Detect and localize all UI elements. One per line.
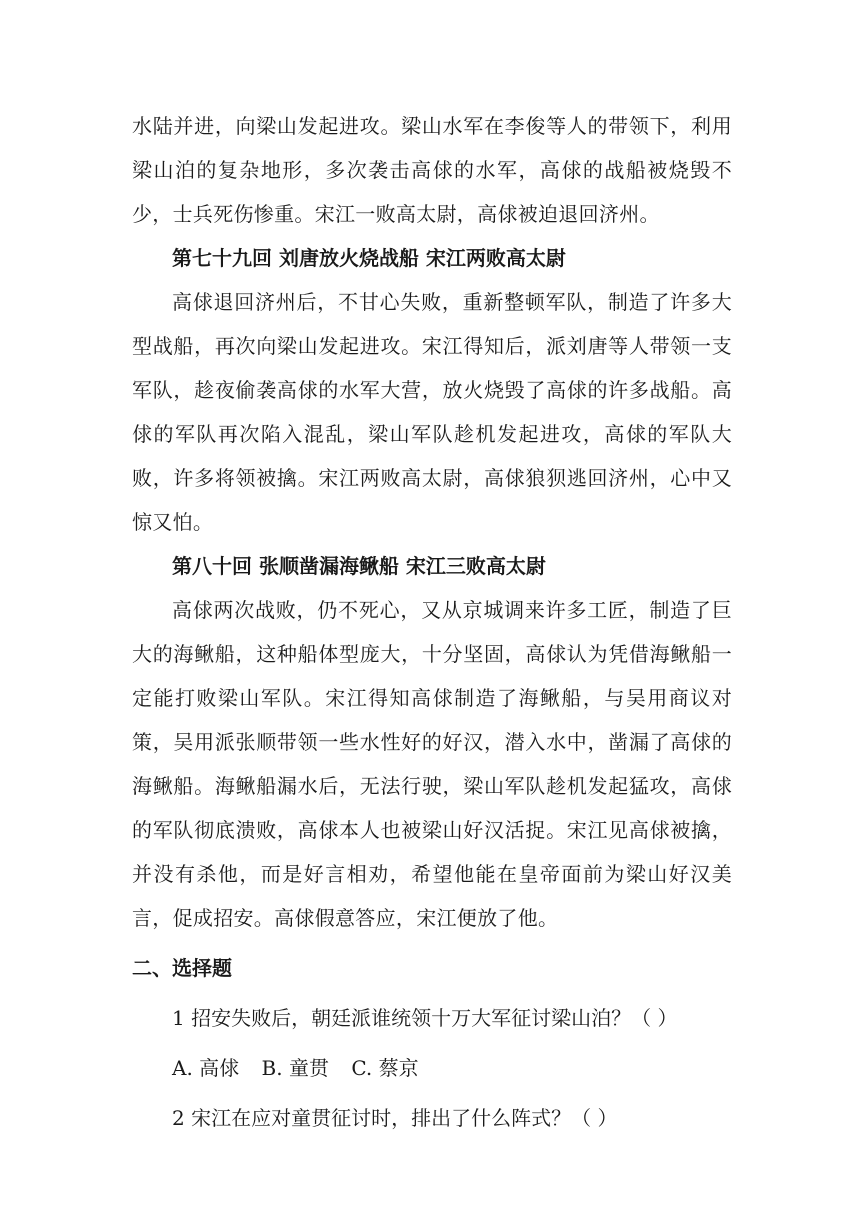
option-b: B. 童贯 <box>261 1056 329 1080</box>
document-page <box>132 104 732 1146</box>
option-a: A. 高俅 <box>172 1056 240 1080</box>
section-title-choice-questions: 二、选择题 <box>132 956 232 980</box>
option-c: C. 蔡京 <box>351 1056 419 1080</box>
paragraph-intro: 水陆并进，向梁山发起进攻。梁山水军在李俊等人的带领下，利用梁山泊的复杂地形，多次袭击高俅的水军，高俅的战船被烧毁不少，士兵死伤惨重。宋江一败高太尉，高俅被迫退回济州。 <box>132 114 732 226</box>
chapter-79-text: 高俅退回济州后，不甘心失败，重新整顿军队，制造了许多大型战船，再次向梁山发起进攻。宋江得知后，派刘唐等人带领一支军队，趁夜偷袭高俅的水军大营，放火烧毁了高俅的许多战船。高俅的军队再次陷入混乱，梁山军队趁机发起进攻，高俅的军队大败，许多将领被擒。宋江两败高太尉，高俅狼狈逃回济州，心中又惊又怕。 <box>132 290 732 534</box>
question-1-options <box>132 1046 732 1090</box>
chapter-79-title: 第七十九回 刘唐放火烧战船 宋江两败高太尉 <box>172 246 566 270</box>
question-1: 1 招安失败后，朝廷派谁统领十万大军征讨梁山泊？（ ） <box>172 1006 678 1030</box>
question-2: 2 宋江在应对童贯征讨时，排出了什么阵式？（ ） <box>172 1106 618 1130</box>
chapter-80-text: 高俅两次战败，仍不死心，又从京城调来许多工匠，制造了巨大的海鳅船，这种船体型庞大，十分坚固，高俅认为凭借海鳅船一定能打败梁山军队。宋江得知高俅制造了海鳅船，与吴用商议对策，吴用派张顺带领一些水性好的好汉，潜入水中，凿漏了高俅的海鳅船。海鳅船漏水后，无法行驶，梁山军队趁机发起猛攻，高俅的军队彻底溃败，高俅本人也被梁山好汉活捉。宋江见高俅被擒，并没有杀他，而是好言相劝，希望他能在皇帝面前为梁山好汉美言，促成招安。高俅假意答应，宋江便放了他。 <box>132 598 732 930</box>
chapter-80-title: 第八十回 张顺凿漏海鳅船 宋江三败高太尉 <box>172 554 546 578</box>
